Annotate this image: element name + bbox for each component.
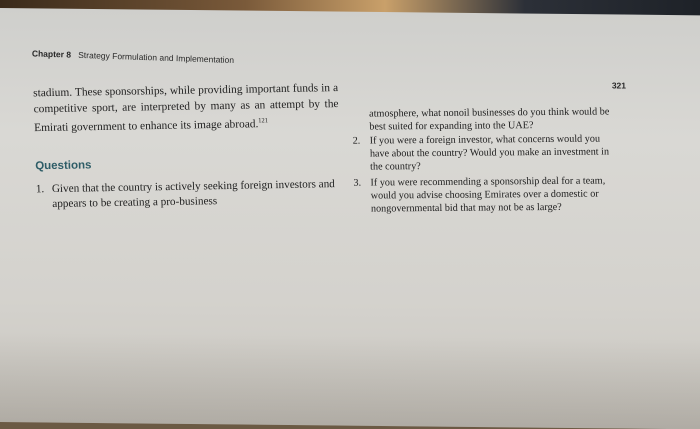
question-1 [36,177,342,212]
question-3-number: 3. [353,177,362,189]
running-header [32,48,234,65]
left-column [33,81,342,219]
chapter-label: Chapter 8 [31,48,72,60]
question-1-text: Given that the country is actively seeking foreign investors and appears to be creating a pro-business [51,178,335,211]
question-2-number: 2. [352,135,361,147]
body-paragraph [33,81,339,137]
footnote-reference: 121 [258,117,269,125]
question-2-text: If you were a foreign investor, what concerns would you have about the country? Would you make an investment in the country? [369,133,610,173]
question-3 [353,174,616,215]
question-1-continued: atmosphere, what nonoil businesses do you think would be best suited for expanding into the UAE? [369,106,610,133]
question-2 [353,132,616,173]
question-3-text: If you were recommending a sponsorship deal for a team, would you advise choosing Emirates over a domestic or nongovernmental bid that may not be as large? [370,175,606,215]
page-shadow [0,332,700,429]
right-column [352,105,616,218]
questions-heading: Questions [35,159,92,173]
paragraph-text: stadium. These sponsorships, while providing important funds in a competitive sport, are interpreted by many as an attempt by the Emirati government to enhance its image abroad. [33,82,339,135]
chapter-title: Strategy Formulation and Implementation [78,49,235,66]
book-page [0,8,700,429]
page-number: 321 [611,80,626,91]
question-1-number: 1. [35,183,45,196]
